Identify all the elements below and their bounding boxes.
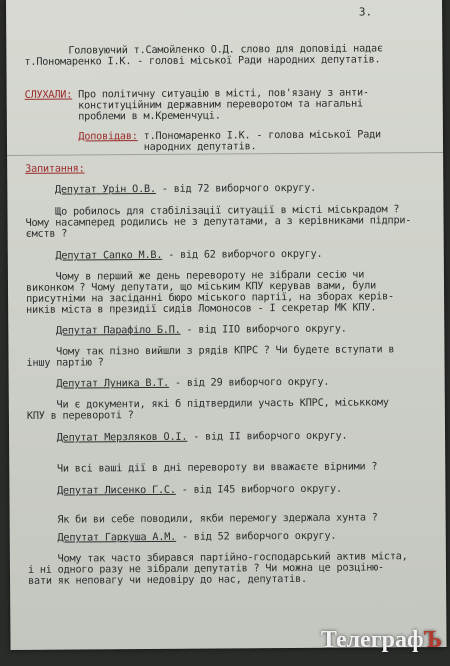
text-line: ників міста в президії сидів Ломоносов - І секретар МК КПУ. <box>26 302 377 316</box>
text-line: КПУ в перевороті ? <box>26 410 134 422</box>
section-heading: Запитання: <box>25 163 85 175</box>
text-line: виконком ? Чому депутати, що міським КПУ керував вами, були <box>25 280 377 294</box>
deputy-heading: Депутат Лисенко Г.С. - від I45 виборчого округу. <box>57 483 342 497</box>
telegraph-watermark <box>321 627 442 654</box>
text-line: Чи всі ваші дії в дні перевороту ви вважаєте вірними ? <box>27 461 378 475</box>
text-line: і ні одного разу не зібрали депутатів ? Чи можна це розціню- <box>27 562 385 576</box>
text-line: присутніми на засіданні бюро міського партії, на зборах керів- <box>26 291 394 305</box>
text-line: Чому так пізно вийшли з рядів КПРС ? Чи будете вступати в <box>26 344 395 358</box>
text-line: Чому в перший же день перевороту не зібрали сесію чи <box>25 269 365 283</box>
deputy-heading: Депутат Гаркуша А.М. - від 52 виборчого округу. <box>57 530 337 544</box>
text-line: СЛУХАЛИ: Про політичну ситуацію в місті, пов'язану з анти- <box>24 87 369 101</box>
text-line: Чому насамперед родились не з депутатами, а з керівниками підпри- <box>25 215 412 229</box>
text-line: ємств ? <box>25 228 68 240</box>
document-page <box>6 0 447 650</box>
page-number: 3. <box>358 5 373 19</box>
text-line: проблеми в м.Кременчуці. <box>24 110 221 123</box>
deputy-heading: Депутат Парафіло Б.П. - від IIO виборчого округу. <box>55 323 347 337</box>
text-line: Що робилось для стабілізації ситуації в місті міськрадом ? <box>25 204 400 218</box>
text-line: вати як неповагу чи недовіру до нас, депутатів. <box>28 573 307 587</box>
text-line: т.Пономаренко І.К. - голові міської Ради народних депутатів. <box>24 54 381 68</box>
watermark-text: Телеграф <box>320 627 424 653</box>
text-line: іншу партію ? <box>26 357 104 369</box>
deputy-heading: Депутат Луника В.Т. - від 29 виборчого округу. <box>56 376 330 390</box>
watermark-mark: Ъ <box>423 627 442 653</box>
deputy-heading: Депутат Мерзляков О.І. - від II виборчого округу. <box>56 430 348 444</box>
text-line: конституційним державним переворотом та нагальні <box>24 98 363 112</box>
text-line: Як би ви себе поводили, якби перемогу здержала хунта ? <box>27 512 378 526</box>
text-line: народних депутатів. <box>24 141 257 154</box>
text-line: Чому так часто збирався партійно-господарський актив міста, <box>27 551 408 565</box>
deputy-heading: Депутат Сапко М.В. - від 62 виборчого округу. <box>55 248 323 262</box>
deputy-heading: Депутат Урін О.В. - від 72 виборчого округу. <box>54 182 317 196</box>
text-line: Чи є документи, які б підтвердили участь КПРС, міськкому <box>26 397 389 411</box>
text-line: Доповідав: т.Пономаренко І.К. - голова міської Ради <box>78 129 382 143</box>
text-line: Головуючий т.Самойленко О.Д. слово для доповіді надає <box>68 43 383 57</box>
